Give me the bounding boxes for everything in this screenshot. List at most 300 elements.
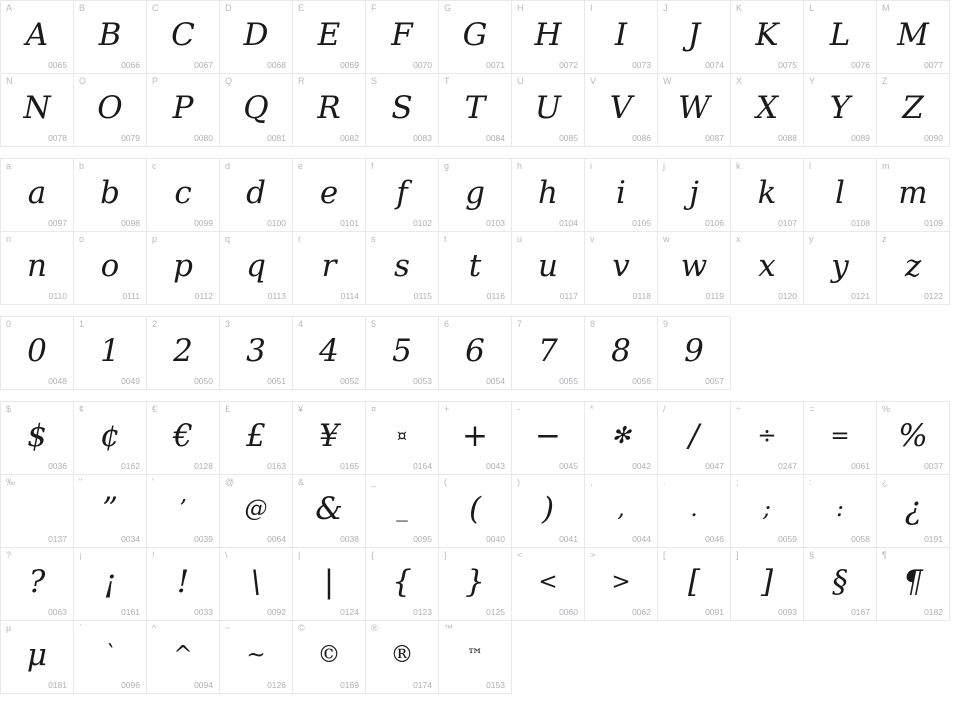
glyph-code-label: 0121 — [851, 290, 870, 301]
glyph-code-label: 0072 — [559, 59, 578, 70]
glyph-char-label: q — [225, 234, 231, 244]
glyph-cell[interactable] — [657, 474, 731, 548]
glyph-char-label: @ — [225, 477, 235, 487]
glyph-cell[interactable] — [511, 158, 585, 232]
glyph-cell[interactable] — [584, 73, 658, 147]
glyph-preview: _ — [396, 495, 408, 522]
glyph-char-label: f — [371, 161, 374, 171]
glyph-code-label: 0111 — [122, 290, 140, 301]
glyph-cell[interactable] — [584, 474, 658, 548]
glyph-code-label: 0051 — [267, 375, 286, 386]
glyph-code-label: 0040 — [486, 533, 505, 544]
glyph-char-label: ¿ — [882, 477, 888, 487]
glyph-char-label: R — [298, 76, 305, 86]
glyph-preview: Q — [243, 89, 269, 126]
glyph-code-label: 0033 — [194, 606, 213, 617]
glyph-preview: , — [617, 495, 625, 522]
glyph-code-label: 0100 — [267, 217, 286, 228]
glyph-cell[interactable] — [0, 231, 74, 305]
glyph-cell[interactable] — [803, 0, 877, 74]
glyph-preview: ® — [390, 641, 414, 668]
glyph-char-label: D — [225, 3, 232, 13]
glyph-cell[interactable] — [73, 547, 147, 621]
glyph-char-label: F — [371, 3, 377, 13]
glyph-char-label: [ — [663, 550, 666, 560]
glyph-cell[interactable] — [365, 474, 439, 548]
glyph-cell[interactable] — [292, 474, 366, 548]
glyph-preview: ✻ — [611, 422, 631, 449]
glyph-cell[interactable] — [146, 474, 220, 548]
glyph-char-label: ÷ — [736, 404, 741, 414]
glyph-preview: [ — [687, 563, 701, 600]
glyph-cell[interactable] — [0, 316, 74, 390]
glyph-cell[interactable] — [511, 231, 585, 305]
glyph-preview: − — [535, 417, 561, 454]
glyph-char-label: 2 — [152, 319, 158, 329]
glyph-preview: L — [829, 16, 851, 53]
glyph-preview: ¡ — [103, 563, 117, 600]
glyph-code-label: 0191 — [924, 533, 943, 544]
glyph-cell[interactable] — [0, 474, 74, 548]
glyph-code-label: 0049 — [121, 375, 140, 386]
glyph-cell[interactable] — [438, 316, 512, 390]
glyph-cell[interactable] — [219, 0, 293, 74]
glyph-char-label: V — [590, 76, 597, 86]
glyph-char-label: T — [444, 76, 450, 86]
glyph-cell[interactable] — [146, 401, 220, 475]
glyph-cell-empty — [876, 620, 950, 694]
glyph-cell[interactable] — [292, 620, 366, 694]
glyph-preview: | — [323, 563, 335, 600]
glyph-code-label: 0109 — [924, 217, 943, 228]
glyph-cell[interactable] — [292, 0, 366, 74]
glyph-char-label: ^ — [152, 623, 157, 633]
glyph-preview: z — [904, 247, 922, 284]
glyph-code-label: 0046 — [705, 533, 724, 544]
glyph-char-label: z — [882, 234, 887, 244]
glyph-block-digits — [0, 316, 970, 389]
glyph-cell[interactable] — [803, 401, 877, 475]
glyph-cell[interactable] — [511, 0, 585, 74]
glyph-cell[interactable] — [365, 316, 439, 390]
glyph-char-label: < — [517, 550, 523, 560]
glyph-cell[interactable] — [876, 547, 950, 621]
glyph-cell[interactable] — [365, 73, 439, 147]
glyph-cell[interactable] — [876, 231, 950, 305]
glyph-char-label: w — [663, 234, 670, 244]
glyph-preview: ^ — [173, 641, 193, 668]
glyph-code-label: 0075 — [778, 59, 797, 70]
glyph-cell[interactable] — [657, 401, 731, 475]
glyph-cell-empty — [511, 620, 585, 694]
glyph-code-label: 0065 — [48, 59, 67, 70]
glyph-cell[interactable] — [438, 231, 512, 305]
glyph-cell[interactable] — [0, 158, 74, 232]
glyph-char-label: 6 — [444, 319, 450, 329]
glyph-preview: ) — [541, 490, 555, 527]
glyph-cell[interactable] — [219, 474, 293, 548]
glyph-preview: G — [462, 16, 488, 53]
glyph-code-label: 0247 — [778, 460, 797, 471]
glyph-cell[interactable] — [584, 231, 658, 305]
glyph-char-label: n — [6, 234, 12, 244]
glyph-code-label: 0039 — [194, 533, 213, 544]
glyph-cell[interactable] — [73, 73, 147, 147]
glyph-char-label: ? — [6, 550, 12, 560]
glyph-char-label: ‰ — [6, 477, 15, 487]
glyph-cell[interactable] — [876, 0, 950, 74]
glyph-preview: ! — [176, 563, 190, 600]
glyph-char-label: 0 — [6, 319, 12, 329]
glyph-cell[interactable] — [292, 73, 366, 147]
glyph-cell[interactable] — [657, 231, 731, 305]
glyph-code-label: 0079 — [121, 132, 140, 143]
glyph-preview: H — [534, 16, 562, 53]
glyph-char-label: Z — [882, 76, 888, 86]
glyph-cell[interactable] — [803, 547, 877, 621]
glyph-char-label: ¡ — [79, 550, 82, 560]
glyph-code-label: 0169 — [340, 679, 359, 690]
glyph-char-label: p — [152, 234, 158, 244]
glyph-char-label: r — [298, 234, 301, 244]
glyph-preview: € — [173, 417, 193, 454]
glyph-code-label: 0116 — [486, 290, 505, 301]
glyph-code-label: 0174 — [413, 679, 432, 690]
glyph-cell[interactable] — [876, 474, 950, 548]
glyph-char-label: X — [736, 76, 743, 86]
glyph-code-label: 0042 — [632, 460, 651, 471]
glyph-code-label: 0085 — [559, 132, 578, 143]
glyph-cell[interactable] — [438, 0, 512, 74]
glyph-cell[interactable] — [73, 620, 147, 694]
glyph-cell[interactable] — [146, 0, 220, 74]
glyph-cell[interactable] — [219, 547, 293, 621]
glyph-preview: . — [690, 495, 698, 522]
glyph-cell[interactable] — [73, 316, 147, 390]
glyph-code-label: 0163 — [267, 460, 286, 471]
glyph-cell[interactable] — [584, 401, 658, 475]
glyph-cell[interactable] — [876, 158, 950, 232]
glyph-char-label: d — [225, 161, 231, 171]
glyph-char-label: } — [444, 550, 448, 560]
glyph-cell[interactable] — [584, 547, 658, 621]
glyph-cell[interactable] — [292, 401, 366, 475]
glyph-cell[interactable] — [803, 158, 877, 232]
glyph-cell[interactable] — [730, 474, 804, 548]
glyph-char-label: " — [79, 477, 83, 487]
glyph-char-label: > — [590, 550, 596, 560]
glyph-cell[interactable] — [584, 0, 658, 74]
glyph-cell[interactable] — [0, 620, 74, 694]
glyph-char-label: \ — [225, 550, 228, 560]
glyph-cell[interactable] — [73, 474, 147, 548]
glyph-preview: ` — [104, 641, 116, 668]
glyph-cell[interactable] — [803, 231, 877, 305]
glyph-char-label: ' — [152, 477, 154, 487]
glyph-code-label: 0060 — [559, 606, 578, 617]
glyph-preview: ¢ — [100, 417, 120, 454]
glyph-char-label: 4 — [298, 319, 304, 329]
glyph-cell[interactable] — [511, 547, 585, 621]
glyph-code-label: 0055 — [559, 375, 578, 386]
glyph-code-label: 0044 — [632, 533, 651, 544]
glyph-cell[interactable] — [511, 474, 585, 548]
glyph-char-label: a — [6, 161, 12, 171]
glyph-code-label: 0164 — [413, 460, 432, 471]
glyph-preview: n — [27, 247, 47, 284]
glyph-code-label: 0167 — [851, 606, 870, 617]
glyph-code-label: 0071 — [486, 59, 505, 70]
glyph-preview: r — [321, 247, 337, 284]
glyph-char-label: * — [590, 404, 594, 414]
glyph-cell[interactable] — [365, 158, 439, 232]
glyph-preview: ~ — [246, 641, 266, 668]
glyph-cell[interactable] — [219, 316, 293, 390]
glyph-cell[interactable] — [730, 401, 804, 475]
glyph-preview: ” — [102, 490, 118, 527]
glyph-code-label: 0062 — [632, 606, 651, 617]
glyph-code-label: 0165 — [340, 460, 359, 471]
glyph-cell[interactable] — [219, 620, 293, 694]
glyph-preview: N — [23, 89, 51, 126]
glyph-preview: h — [538, 174, 558, 211]
glyph-cell[interactable] — [438, 620, 512, 694]
glyph-cell[interactable] — [730, 0, 804, 74]
glyph-cell[interactable] — [146, 158, 220, 232]
glyph-char-label: ¤ — [371, 404, 377, 414]
glyph-cell[interactable] — [657, 158, 731, 232]
glyph-cell[interactable] — [438, 474, 512, 548]
glyph-char-label: ] — [736, 550, 739, 560]
glyph-cell[interactable] — [292, 231, 366, 305]
glyph-char-label: Q — [225, 76, 233, 86]
glyph-preview: 1 — [100, 332, 120, 369]
glyph-cell[interactable] — [511, 316, 585, 390]
glyph-cell[interactable] — [438, 401, 512, 475]
glyph-cell-empty — [657, 620, 731, 694]
glyph-code-label: 0043 — [486, 460, 505, 471]
glyph-block-uppercase-latin — [0, 0, 970, 146]
glyph-preview: / — [688, 417, 700, 454]
glyph-cell[interactable] — [292, 158, 366, 232]
glyph-code-label: 0106 — [705, 217, 724, 228]
glyph-cell[interactable] — [73, 158, 147, 232]
glyph-preview: m — [898, 174, 928, 211]
glyph-cell[interactable] — [146, 316, 220, 390]
glyph-code-label: 0048 — [48, 375, 67, 386]
glyph-char-label: 9 — [663, 319, 669, 329]
glyph-char-label: ( — [444, 477, 447, 487]
glyph-char-label: h — [517, 161, 523, 171]
glyph-cell[interactable] — [438, 158, 512, 232]
glyph-preview: e — [319, 174, 339, 211]
glyph-cell[interactable] — [292, 316, 366, 390]
glyph-cell[interactable] — [0, 0, 74, 74]
glyph-cell-empty — [876, 316, 950, 390]
glyph-cell[interactable] — [365, 0, 439, 74]
glyph-code-label: 0125 — [486, 606, 505, 617]
glyph-preview: y — [831, 247, 849, 284]
glyph-cell[interactable] — [365, 620, 439, 694]
glyph-char-label: § — [809, 550, 815, 560]
glyph-cell[interactable] — [584, 316, 658, 390]
glyph-cell[interactable] — [219, 73, 293, 147]
glyph-char-label: : — [809, 477, 812, 487]
glyph-code-label: 0104 — [559, 217, 578, 228]
glyph-code-label: 0087 — [705, 132, 724, 143]
glyph-cell[interactable] — [146, 73, 220, 147]
glyph-cell[interactable] — [730, 73, 804, 147]
glyph-char-label: ; — [736, 477, 739, 487]
glyph-code-label: 0059 — [778, 533, 797, 544]
glyph-cell[interactable] — [803, 474, 877, 548]
glyph-code-label: 0041 — [559, 533, 578, 544]
glyph-preview: V — [609, 89, 633, 126]
glyph-code-label: 0045 — [559, 460, 578, 471]
glyph-char-label: - — [517, 404, 520, 414]
glyph-preview: j — [689, 174, 699, 211]
glyph-preview: B — [98, 16, 122, 53]
glyph-cell[interactable] — [657, 316, 731, 390]
glyph-code-label: 0099 — [194, 217, 213, 228]
glyph-preview: 9 — [684, 332, 704, 369]
glyph-cell[interactable] — [876, 401, 950, 475]
glyph-char-label: , — [590, 477, 593, 487]
glyph-code-label: 0112 — [194, 290, 213, 301]
glyph-code-label: 0123 — [413, 606, 432, 617]
glyph-code-label: 0081 — [267, 132, 286, 143]
glyph-char-label: 1 — [79, 319, 85, 329]
glyph-cell[interactable] — [730, 231, 804, 305]
glyph-cell[interactable] — [73, 401, 147, 475]
glyph-cell[interactable] — [365, 401, 439, 475]
glyph-preview: $ — [27, 417, 47, 454]
glyph-code-label: 0124 — [340, 606, 359, 617]
glyph-cell[interactable] — [0, 73, 74, 147]
glyph-code-label: 0119 — [705, 290, 724, 301]
glyph-code-label: 0114 — [340, 290, 359, 301]
glyph-code-label: 0110 — [48, 290, 67, 301]
glyph-cell[interactable] — [146, 547, 220, 621]
glyph-cell[interactable] — [511, 401, 585, 475]
glyph-preview: l — [835, 174, 845, 211]
glyph-cell[interactable] — [219, 401, 293, 475]
glyph-code-label: 0098 — [121, 217, 140, 228]
glyph-cell[interactable] — [876, 73, 950, 147]
glyph-cell[interactable] — [0, 547, 74, 621]
glyph-char-label: / — [663, 404, 666, 414]
glyph-cell[interactable] — [657, 73, 731, 147]
glyph-char-label: ™ — [444, 623, 453, 633]
glyph-cell[interactable] — [657, 547, 731, 621]
glyph-preview: S — [391, 89, 413, 126]
glyph-preview: A — [25, 16, 49, 53]
glyph-code-label: 0105 — [632, 217, 651, 228]
glyph-code-label: 0101 — [340, 217, 359, 228]
glyph-preview: a — [27, 174, 47, 211]
glyph-preview: d — [246, 174, 266, 211]
glyph-code-label: 0161 — [121, 606, 140, 617]
glyph-preview: % — [898, 417, 928, 454]
glyph-cell-empty — [730, 316, 804, 390]
glyph-char-label: _ — [371, 477, 377, 487]
glyph-preview: μ — [26, 636, 48, 673]
glyph-code-label: 0054 — [486, 375, 505, 386]
glyph-code-label: 0181 — [48, 679, 67, 690]
glyph-char-label: ¥ — [298, 404, 304, 414]
glyph-block-symbols — [0, 401, 970, 693]
glyph-code-label: 0092 — [267, 606, 286, 617]
glyph-cell[interactable] — [73, 0, 147, 74]
glyph-cell[interactable] — [438, 547, 512, 621]
glyph-code-label: 0091 — [705, 606, 724, 617]
glyph-code-label: 0117 — [559, 290, 578, 301]
glyph-cell[interactable] — [511, 73, 585, 147]
glyph-char-label: L — [809, 3, 815, 13]
glyph-cell[interactable] — [219, 158, 293, 232]
glyph-char-label: I — [590, 3, 593, 13]
glyph-char-label: E — [298, 3, 305, 13]
glyph-code-label: 0063 — [48, 606, 67, 617]
glyph-char-label: ® — [371, 623, 378, 633]
glyph-code-label: 0122 — [924, 290, 943, 301]
glyph-char-label: B — [79, 3, 86, 13]
glyph-cell[interactable] — [73, 231, 147, 305]
glyph-cell[interactable] — [292, 547, 366, 621]
glyph-preview: } — [465, 563, 485, 600]
glyph-cell[interactable] — [365, 547, 439, 621]
glyph-cell[interactable] — [584, 158, 658, 232]
glyph-cell[interactable] — [365, 231, 439, 305]
glyph-char-label: ¶ — [882, 550, 887, 560]
glyph-char-label: | — [298, 550, 301, 560]
glyph-char-label: ! — [152, 550, 155, 560]
glyph-preview: x — [758, 247, 776, 284]
glyph-cell[interactable] — [146, 231, 220, 305]
glyph-cell[interactable] — [219, 231, 293, 305]
glyph-preview: W — [678, 89, 710, 126]
glyph-code-label: 0057 — [705, 375, 724, 386]
glyph-code-label: 0182 — [924, 606, 943, 617]
glyph-code-label: 0036 — [48, 460, 67, 471]
glyph-cell[interactable] — [803, 73, 877, 147]
glyph-code-label: 0096 — [121, 679, 140, 690]
glyph-char-label: { — [371, 550, 375, 560]
glyph-char-label: g — [444, 161, 450, 171]
glyph-cell-empty — [584, 620, 658, 694]
glyph-char-label: i — [590, 161, 592, 171]
glyph-cell[interactable] — [0, 401, 74, 475]
glyph-cell[interactable] — [657, 0, 731, 74]
glyph-char-label: ) — [517, 477, 520, 487]
glyph-preview: ¶ — [903, 563, 923, 600]
glyph-code-label: 0073 — [632, 59, 651, 70]
glyph-cell[interactable] — [730, 158, 804, 232]
glyph-cell[interactable] — [730, 547, 804, 621]
glyph-code-label: 0050 — [194, 375, 213, 386]
glyph-code-label: 0095 — [413, 533, 432, 544]
glyph-cell[interactable] — [146, 620, 220, 694]
glyph-char-label: m — [882, 161, 890, 171]
glyph-preview: { — [392, 563, 412, 600]
glyph-preview: ; — [763, 495, 771, 522]
glyph-code-label: 0102 — [413, 217, 432, 228]
glyph-preview: E — [317, 16, 341, 53]
glyph-char-label: o — [79, 234, 85, 244]
glyph-cell[interactable] — [438, 73, 512, 147]
glyph-char-label: % — [882, 404, 891, 414]
glyph-preview: ( — [468, 490, 482, 527]
